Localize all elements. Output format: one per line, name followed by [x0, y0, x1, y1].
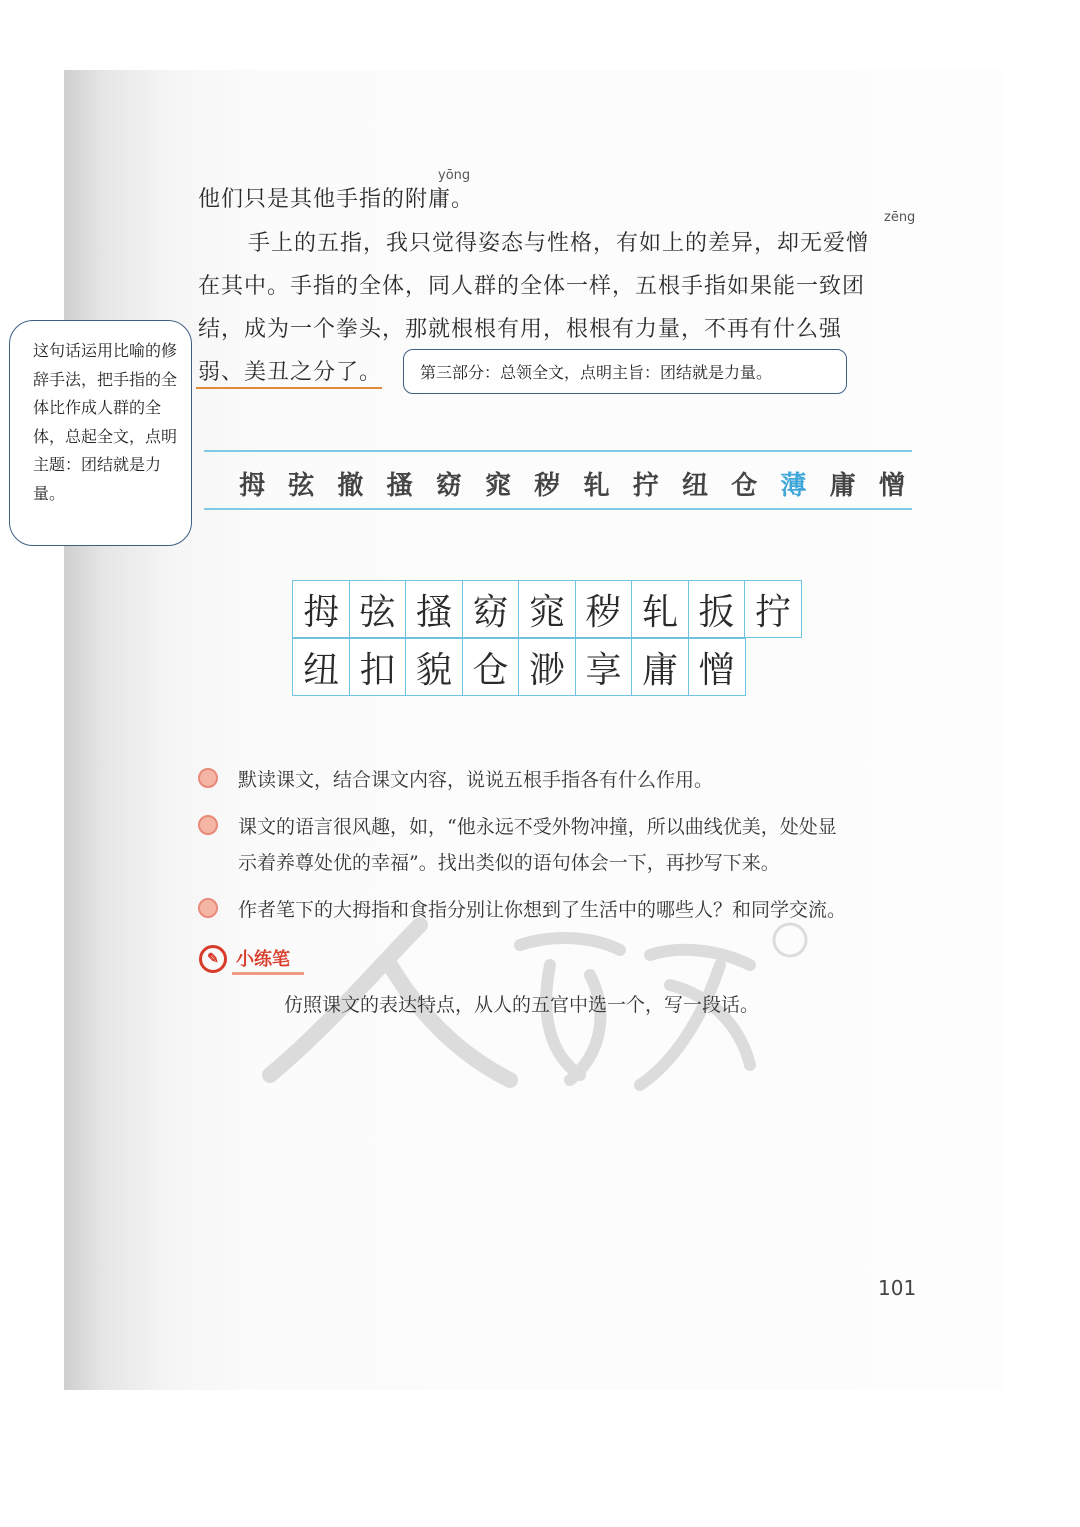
- text-line-3: 在其中。手指的全体，同人群的全体一样，五根手指如果能一致团: [198, 274, 866, 299]
- grid-cell: 享: [575, 638, 633, 696]
- question-bullet-icon: [198, 898, 218, 918]
- grid-cell: 仓: [462, 638, 520, 696]
- text-line-1: 他们只是其他手指的附庸。: [198, 187, 475, 212]
- page-number: 101: [878, 1276, 917, 1300]
- annotation-left-note: 这句话运用比喻的修辞手法，把手指的全体比作成人群的全体，总起全文，点明主题：团结就是力量。: [9, 320, 192, 546]
- grid-cell: 窕: [518, 580, 576, 638]
- text-line-4: 结，成为一个拳头，那就根根有用，根根有力量，不再有什么强: [198, 317, 843, 342]
- recognize-char: 轧: [583, 470, 610, 501]
- grid-cell: 扳: [688, 580, 746, 638]
- recognize-char: 窈: [435, 470, 462, 501]
- pinyin-zeng: zēng: [884, 210, 916, 225]
- recognize-char: 撤: [337, 470, 364, 501]
- recognize-char: 搔: [386, 470, 413, 501]
- recognize-characters: [232, 463, 912, 503]
- question-2-line-1: 课文的语言很风趣，如，“他永远不受外物冲撞，所以曲线优美，处处显: [238, 816, 837, 838]
- grid-cell: 憎: [688, 638, 746, 696]
- grid-cell: 纽: [292, 638, 350, 696]
- recognize-char: 弦: [288, 470, 315, 501]
- write-grid-row-2: [292, 638, 744, 696]
- recognize-char-highlighted: 薄: [780, 470, 807, 501]
- pinyin-yong: yōng: [438, 168, 471, 183]
- practice-title: 小练笔: [236, 949, 290, 970]
- annotation-right-note: 第三部分：总领全文，点明主旨：团结就是力量。: [403, 349, 847, 394]
- band-top-line: [204, 450, 912, 452]
- grid-cell: 庸: [631, 638, 689, 696]
- recognize-char: 纽: [681, 470, 708, 501]
- text-line-5: 弱、美丑之分了。: [198, 360, 383, 385]
- grid-cell: 扣: [349, 638, 407, 696]
- question-bullet-icon: [198, 768, 218, 788]
- recognize-char: 拇: [238, 470, 265, 501]
- grid-cell: 渺: [518, 638, 576, 696]
- write-grid-row-1: [292, 580, 801, 638]
- grid-cell: 拧: [744, 580, 802, 638]
- grid-cell: 貌: [405, 638, 463, 696]
- grid-cell: 拇: [292, 580, 350, 638]
- recognize-char: 窕: [485, 470, 512, 501]
- grid-cell: 窈: [462, 580, 520, 638]
- recognize-char: 庸: [829, 470, 856, 501]
- practice-text: 仿照课文的表达特点，从人的五官中选一个，写一段话。: [284, 994, 760, 1016]
- grid-cell: 搔: [405, 580, 463, 638]
- recognize-char: 秽: [534, 470, 561, 501]
- recognize-char: 憎: [878, 470, 905, 501]
- question-1: 默读课文，结合课文内容，说说五根手指各有什么作用。: [238, 769, 714, 791]
- grid-cell: 秽: [575, 580, 633, 638]
- text-line-2: 手上的五指，我只觉得姿态与性格，有如上的差异，却无爱憎: [248, 231, 870, 256]
- practice-title-underline: [232, 972, 304, 975]
- grid-cell: 轧: [631, 580, 689, 638]
- textbook-page: [64, 70, 1004, 1390]
- band-bottom-line: [204, 508, 912, 510]
- highlight-underline: [196, 387, 382, 389]
- question-3: 作者笔下的大拇指和食指分别让你想到了生活中的哪些人？和同学交流。: [238, 899, 847, 921]
- question-2-line-2: 示着养尊处优的幸福”。找出类似的语句体会一下，再抄写下来。: [238, 852, 780, 874]
- pen-icon: ✎: [199, 945, 227, 973]
- grid-cell: 弦: [349, 580, 407, 638]
- recognize-char: 仓: [731, 470, 758, 501]
- recognize-char: 拧: [632, 470, 659, 501]
- question-bullet-icon: [198, 815, 218, 835]
